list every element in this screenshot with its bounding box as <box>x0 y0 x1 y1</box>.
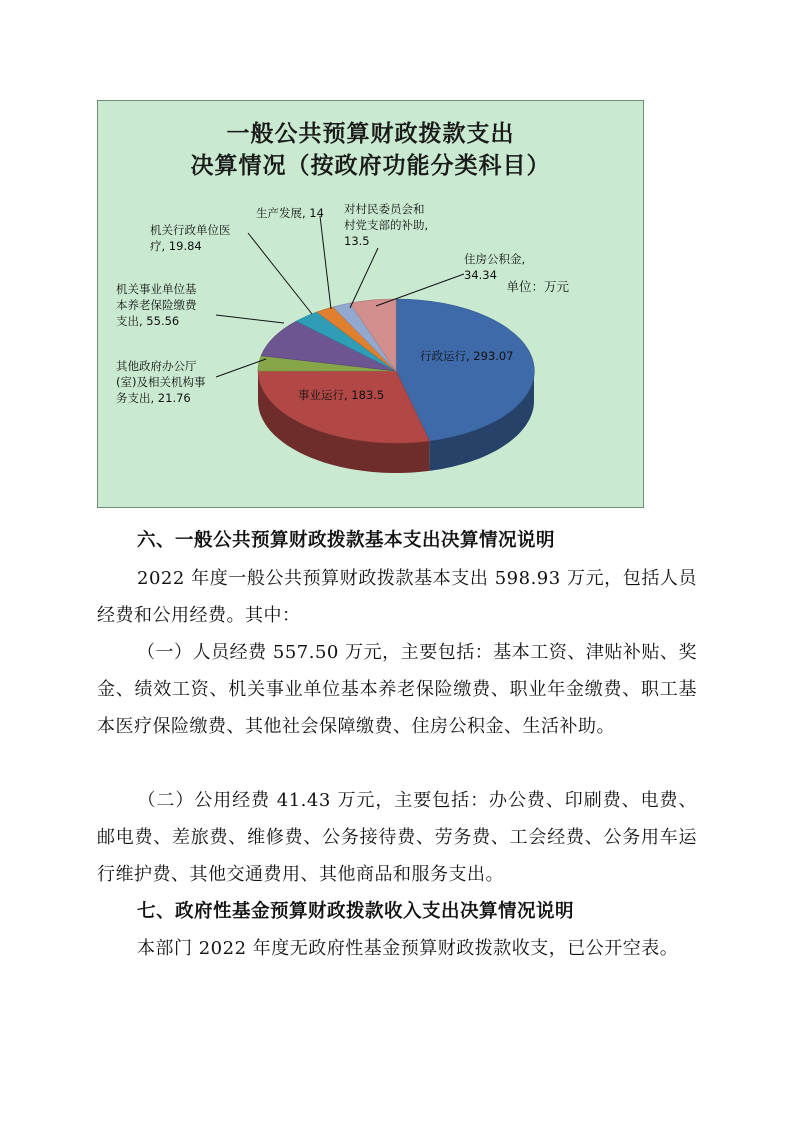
section-six-paragraph-2: （一）人员经费 557.50 万元，主要包括：基本工资、津贴补贴、奖金、绩效工资、机关事业单位基本养老保险缴费、职业年金缴费、职工基本医疗保险缴费、其他社会保障缴费、住房公积金、生活补助。 <box>97 642 697 737</box>
chart-unit-label: 单位：万元 <box>506 279 569 294</box>
section-seven-heading: 七、政府性基金预算财政拨款收入支出决算情况说明 <box>137 901 575 922</box>
pie-slice-label: 生产发展, 14 <box>256 206 324 220</box>
section-six-paragraph-1: 2022 年度一般公共预算财政拨款基本支出 598.93 万元，包括人员经费和公用经费。其中： <box>97 568 697 626</box>
pie-slice-label: 对村民委员会和 村党支部的补助, 13.5 <box>344 202 429 248</box>
pie-slice-label: 其他政府办公厅 (室)及相关机构事 务支出, 21.76 <box>116 359 206 405</box>
pie-leader-line <box>216 315 284 323</box>
section-six-heading: 六、一般公共预算财政拨款基本支出决算情况说明 <box>137 530 556 551</box>
pie-leader-line <box>350 248 378 308</box>
pie-leader-line <box>248 233 312 314</box>
section-six-paragraph-3: （二）公用经费 41.43 万元，主要包括：办公费、印刷费、电费、邮电费、差旅费、维修费、公务接待费、劳务费、工会经费、公务用车运行维护费、其他交通费用、其他商品和服务支出。 <box>97 790 697 885</box>
pie-leader-line <box>320 216 331 309</box>
pie-chart-panel <box>97 100 644 508</box>
pie-slice-label: 住房公积金, 34.34 <box>464 252 526 282</box>
section-seven-paragraph-1: 本部门 2022 年度无政府性基金预算财政拨款收支，已公开空表。 <box>137 938 679 959</box>
pie-slice-label: 行政运行, 293.07 <box>420 349 514 363</box>
pie-slice-label: 机关行政单位医 疗, 19.84 <box>150 223 231 253</box>
pie-slice-label: 机关事业单位基 本养老保险缴费 支出, 55.56 <box>116 282 197 328</box>
pie-slice-label: 事业运行, 183.5 <box>298 388 385 402</box>
chart-title-line-2: 决算情况（按政府功能分类科目） <box>190 153 551 179</box>
chart-title-line-1: 一般公共预算财政拨款支出 <box>226 121 515 147</box>
